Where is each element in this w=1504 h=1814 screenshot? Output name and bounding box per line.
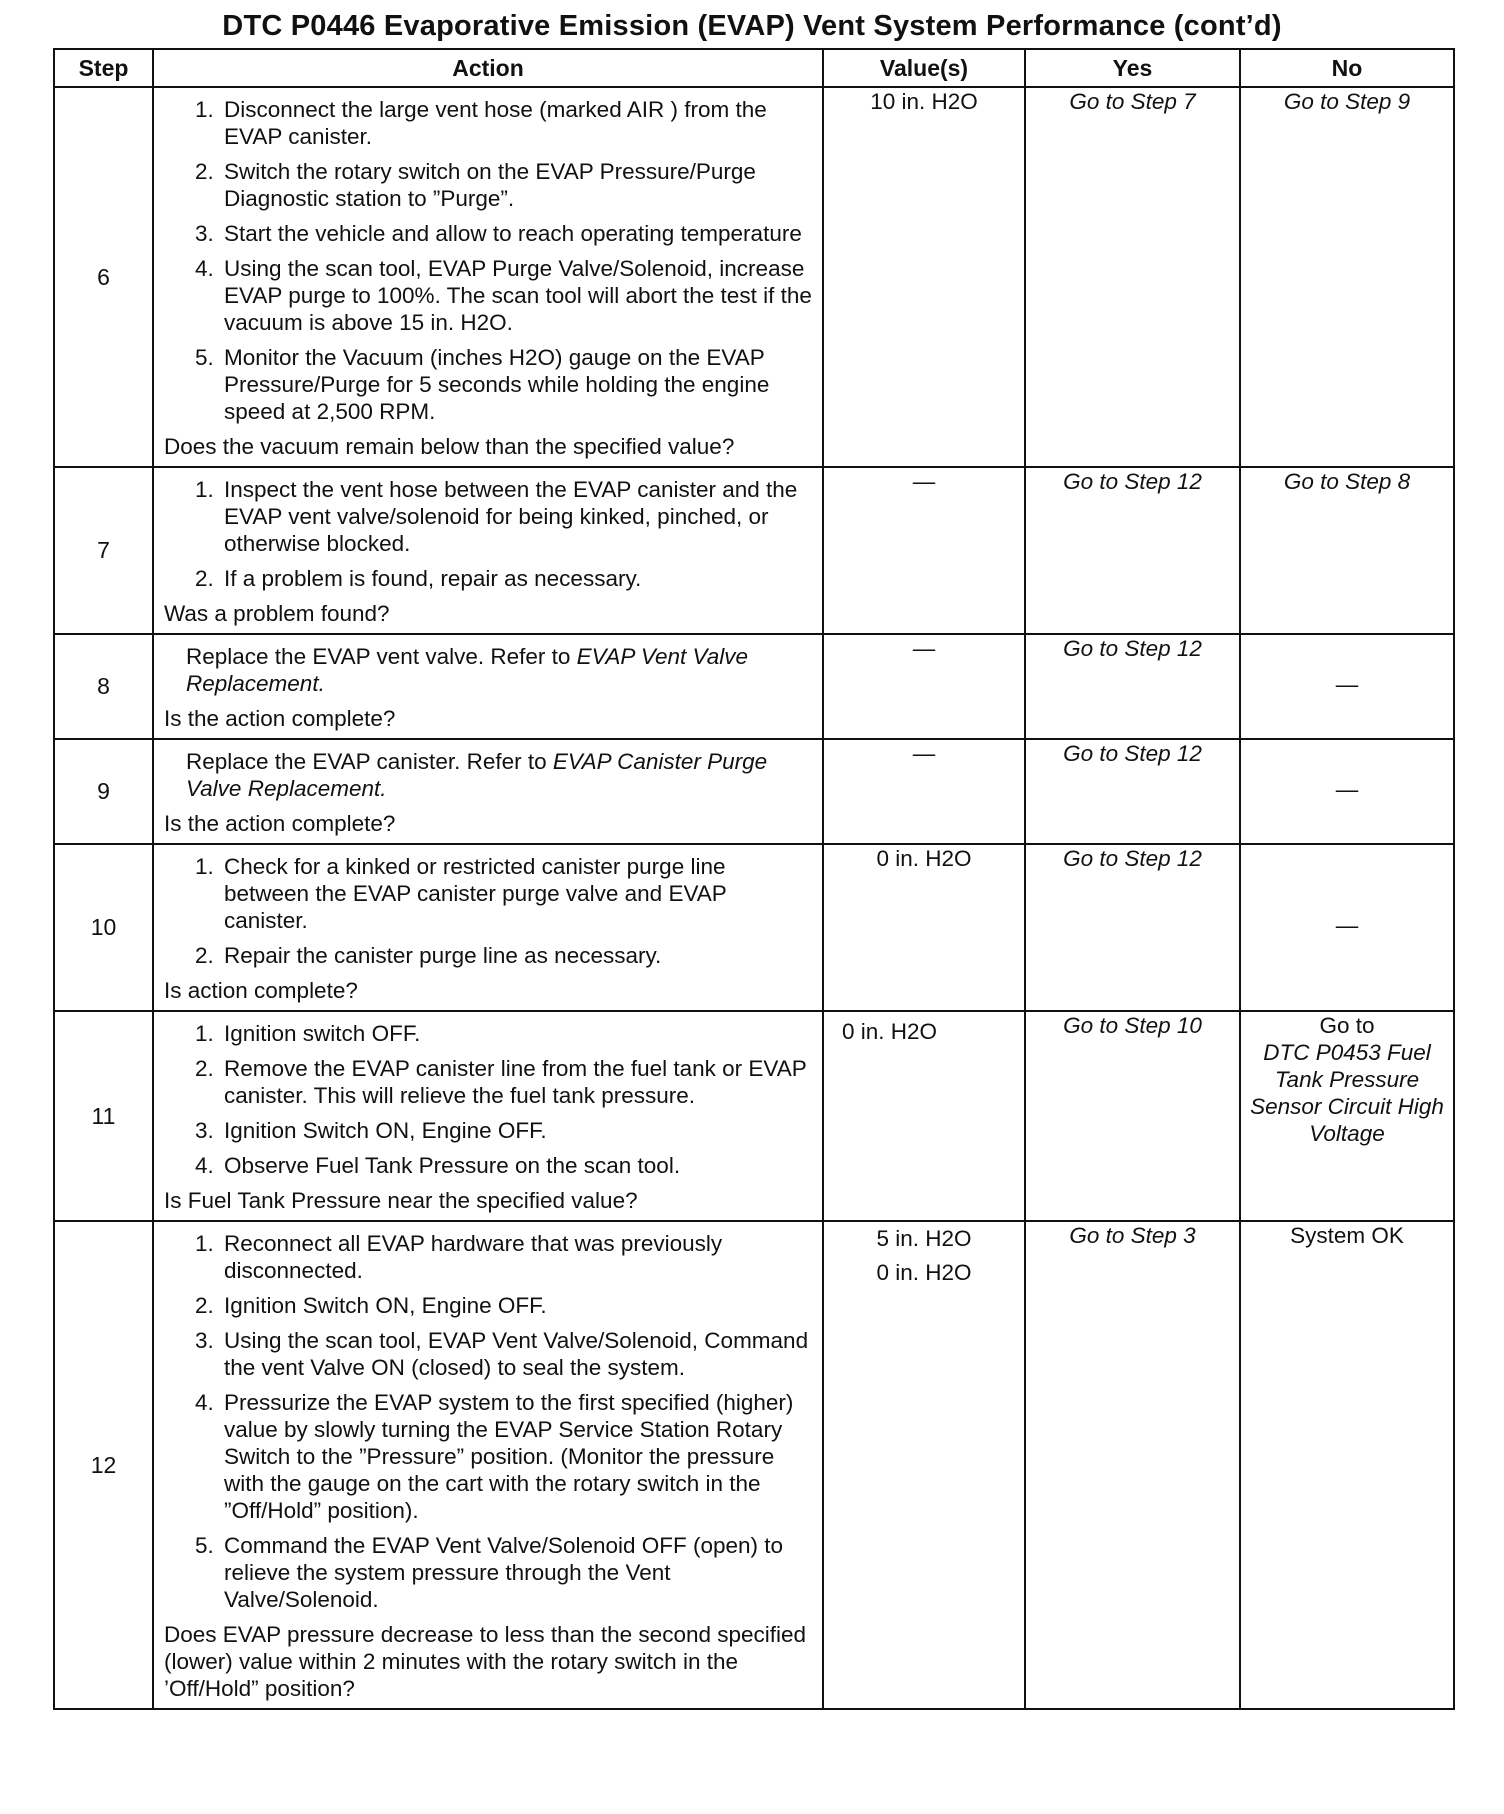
reference-link[interactable]: EVAP Vent Valve Replacement. xyxy=(186,644,748,696)
action-item: 3. Using the scan tool, EVAP Vent Valve/Solenoid, Command the vent Valve ON (closed) to seal the system. xyxy=(220,1327,814,1381)
header-values: Value(s) xyxy=(823,49,1025,87)
table-row xyxy=(54,844,1454,1011)
action-item: 3. Start the vehicle and allow to reach operating temperature xyxy=(220,220,814,247)
no-cell: — xyxy=(1240,634,1454,739)
yes-cell: Go to Step 3 xyxy=(1025,1221,1240,1709)
yes-cell: Go to Step 7 xyxy=(1025,87,1240,467)
value-cell: — xyxy=(823,467,1025,634)
yes-cell: Go to Step 12 xyxy=(1025,634,1240,739)
action-question: Was a problem found? xyxy=(164,601,390,626)
value-cell xyxy=(823,1221,1025,1709)
action-item: 1. Reconnect all EVAP hardware that was previously disconnected. xyxy=(220,1230,814,1284)
action-cell xyxy=(153,634,823,739)
action-item: 4. Observe Fuel Tank Pressure on the scan tool. xyxy=(220,1152,814,1179)
action-question: Is Fuel Tank Pressure near the specified value? xyxy=(164,1188,638,1213)
value-second: 0 in. H2O xyxy=(876,1260,972,1285)
table-row xyxy=(54,739,1454,844)
no-cell: — xyxy=(1240,739,1454,844)
table-row xyxy=(54,1011,1454,1221)
action-question: Is the action complete? xyxy=(164,811,396,836)
header-step: Step xyxy=(54,49,153,87)
action-item: 2. Switch the rotary switch on the EVAP Pressure/Purge Diagnostic station to ”Purge”. xyxy=(220,158,814,212)
table-row xyxy=(54,634,1454,739)
action-cell xyxy=(153,739,823,844)
action-item: 1. Ignition switch OFF. xyxy=(220,1020,814,1047)
action-item: 1. Disconnect the large vent hose (marked AIR ) from the EVAP canister. xyxy=(220,96,814,150)
action-item: 4. Pressurize the EVAP system to the first specified (higher) value by slowly turning the EVAP Service Station Rotary Switch to the ”Pressure” position. (Monitor the pressure with the gauge on the cart with the rotary switch in the ”Off/Hold” position). xyxy=(220,1389,814,1524)
action-question: Is the action complete? xyxy=(164,706,396,731)
action-question: Does the vacuum remain below than the specified value? xyxy=(164,434,735,459)
value-cell: — xyxy=(823,634,1025,739)
header-row xyxy=(54,49,1454,87)
value-cell: — xyxy=(823,739,1025,844)
action-item: 5. Monitor the Vacuum (inches H2O) gauge on the EVAP Pressure/Purge for 5 seconds while holding the engine speed at 2,500 RPM. xyxy=(220,344,814,425)
action-cell xyxy=(153,1011,823,1221)
action-text: Replace the EVAP vent valve. Refer to xyxy=(186,644,577,669)
action-item: 2. If a problem is found, repair as necessary. xyxy=(220,565,814,592)
action-question: Does EVAP pressure decrease to less than the second specified (lower) value within 2 minutes with the rotary switch in the ’Off/Hold” position? xyxy=(164,1622,807,1701)
table-row xyxy=(54,87,1454,467)
no-cell: System OK xyxy=(1240,1221,1454,1709)
header-no: No xyxy=(1240,49,1454,87)
yes-cell: Go to Step 12 xyxy=(1025,467,1240,634)
step-number: 9 xyxy=(54,739,153,844)
no-cell: Go to Step 9 xyxy=(1240,87,1454,467)
table-row xyxy=(54,467,1454,634)
action-item: 2. Repair the canister purge line as necessary. xyxy=(220,942,814,969)
action-item: 5. Command the EVAP Vent Valve/Solenoid OFF (open) to relieve the system pressure through the Vent Valve/Solenoid. xyxy=(220,1532,814,1613)
page-title: DTC P0446 Evaporative Emission (EVAP) Vent System Performance (cont’d) xyxy=(222,10,1282,42)
diagnostic-table xyxy=(53,48,1455,1710)
action-item: 4. Using the scan tool, EVAP Purge Valve/Solenoid, increase EVAP purge to 100%. The scan tool will abort the test if the vacuum is above 15 in. H2O. xyxy=(220,255,814,336)
action-question: Is action complete? xyxy=(164,978,358,1003)
action-item: 2. Ignition Switch ON, Engine OFF. xyxy=(220,1292,814,1319)
step-number: 10 xyxy=(54,844,153,1011)
action-cell xyxy=(153,1221,823,1709)
reference-link[interactable]: EVAP Canister Purge Valve Replacement. xyxy=(186,749,768,801)
yes-cell: Go to Step 12 xyxy=(1025,739,1240,844)
action-cell xyxy=(153,467,823,634)
action-item: 2. Remove the EVAP canister line from the fuel tank or EVAP canister. This will relieve the fuel tank pressure. xyxy=(220,1055,814,1109)
reference-link[interactable]: DTC P0453 Fuel Tank Pressure Sensor Circuit High Voltage xyxy=(1250,1040,1444,1146)
no-cell xyxy=(1240,1011,1454,1221)
no-cell: — xyxy=(1240,844,1454,1011)
step-number: 12 xyxy=(54,1221,153,1709)
table-row xyxy=(54,1221,1454,1709)
action-item: 1. Inspect the vent hose between the EVAP canister and the EVAP vent valve/solenoid for being kinked, pinched, or otherwise blocked. xyxy=(220,476,814,557)
step-number: 8 xyxy=(54,634,153,739)
action-cell xyxy=(153,844,823,1011)
no-prefix: Go to xyxy=(1319,1013,1375,1038)
header-action: Action xyxy=(153,49,823,87)
no-cell: Go to Step 8 xyxy=(1240,467,1454,634)
yes-cell: Go to Step 12 xyxy=(1025,844,1240,1011)
step-number: 11 xyxy=(54,1011,153,1221)
action-item: 1. Check for a kinked or restricted canister purge line between the EVAP canister purge valve and EVAP canister. xyxy=(220,853,814,934)
step-number: 7 xyxy=(54,467,153,634)
value-cell: 0 in. H2O xyxy=(823,1011,1025,1221)
yes-cell: Go to Step 10 xyxy=(1025,1011,1240,1221)
step-number: 6 xyxy=(54,87,153,467)
action-text: Replace the EVAP canister. Refer to xyxy=(186,749,553,774)
value-first: 5 in. H2O xyxy=(876,1226,972,1251)
header-yes: Yes xyxy=(1025,49,1240,87)
value-cell: 10 in. H2O xyxy=(823,87,1025,467)
action-cell xyxy=(153,87,823,467)
action-item: 3. Ignition Switch ON, Engine OFF. xyxy=(220,1117,814,1144)
value-cell: 0 in. H2O xyxy=(823,844,1025,1011)
